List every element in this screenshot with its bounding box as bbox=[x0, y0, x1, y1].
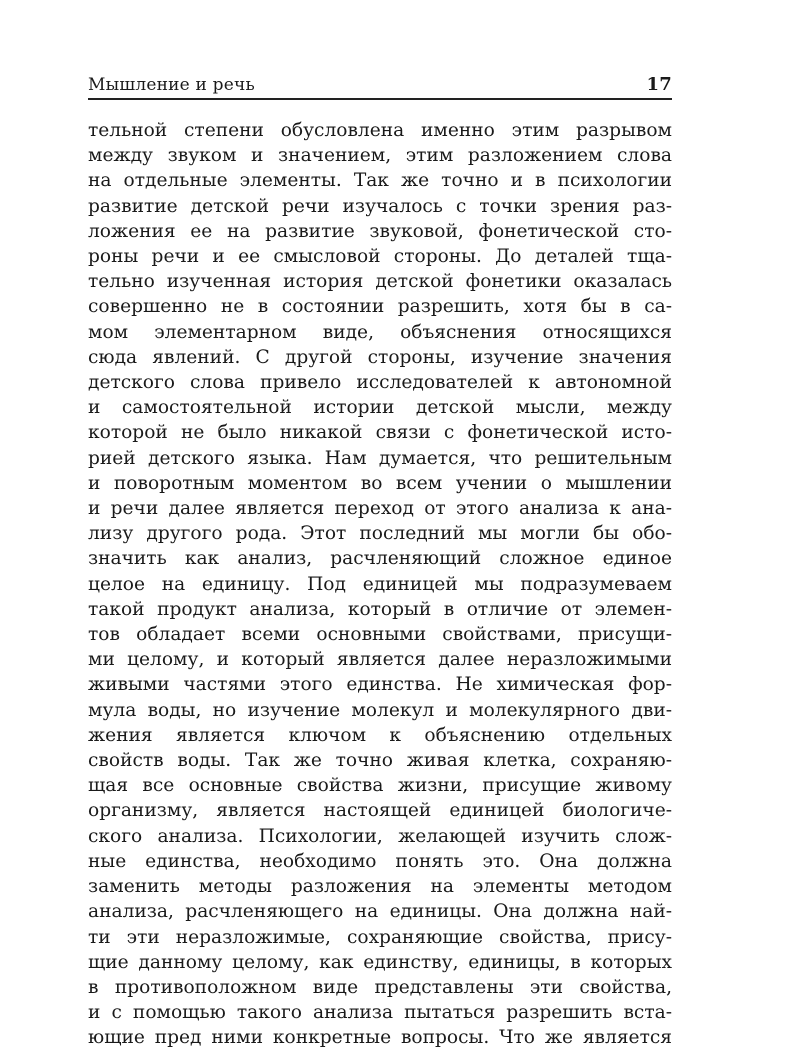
text-line: роны речи и ее смысловой стороны. До деталей тща- bbox=[88, 246, 672, 268]
text-line: щие данному целому, как единству, единицы, в которых bbox=[88, 951, 672, 973]
text-line: анализа, расчленяющего на единицы. Она должна най- bbox=[88, 901, 672, 923]
text-line: между звуком и значением, этим разложением слова bbox=[88, 145, 672, 167]
text-line: живыми частями этого единства. Не химическая фор- bbox=[88, 674, 672, 696]
text-line: мом элементарном виде, объяснения относящихся bbox=[88, 321, 672, 343]
text-line: ложения ее на развитие звуковой, фонетической сто- bbox=[88, 220, 672, 242]
text-line: щая все основные свойства жизни, присущие живому bbox=[88, 775, 672, 797]
text-line: рией детского языка. Нам думается, что решительным bbox=[88, 447, 672, 469]
text-line: и речи далее является переход от этого анализа к ана- bbox=[88, 498, 672, 520]
header-rule bbox=[88, 98, 672, 100]
text-line: тельной степени обусловлена именно этим разрывом bbox=[88, 120, 672, 141]
text-line: мула воды, но изучение молекул и молекулярного дви- bbox=[88, 699, 672, 721]
text-line: и поворотным моментом во всем учении о мышлении bbox=[88, 472, 672, 494]
text-line: на отдельные элементы. Так же точно и в психологии bbox=[88, 170, 672, 192]
text-line: ные единства, необходимо понять это. Она должна bbox=[88, 850, 672, 872]
text-line: значить как анализ, расчленяющий сложное единое bbox=[88, 548, 672, 570]
text-line: ти эти неразложимые, сохраняющие свойства, прису- bbox=[88, 926, 672, 948]
text-line: лизу другого рода. Этот последний мы могли бы обо- bbox=[88, 523, 672, 545]
text-line: ского анализа. Психологии, желающей изучить слож- bbox=[88, 825, 672, 847]
text-line: организму, является настоящей единицей биологиче- bbox=[88, 800, 672, 822]
text-line: тов обладает всеми основными свойствами, присущи- bbox=[88, 624, 672, 646]
text-line: ющие пред ними конкретные вопросы. Что же является bbox=[88, 1027, 672, 1049]
text-line: свойств воды. Так же точно живая клетка, сохраняю- bbox=[88, 750, 672, 772]
running-head-title: Мышление и речь bbox=[88, 75, 255, 95]
body-text bbox=[88, 118, 672, 1051]
text-line: заменить методы разложения на элементы методом bbox=[88, 876, 672, 898]
text-line: сюда явлений. С другой стороны, изучение значения bbox=[88, 346, 672, 368]
running-head bbox=[88, 74, 672, 95]
text-line: жения является ключом к объяснению отдельных bbox=[88, 724, 672, 746]
text-line: совершенно не в состоянии разрешить, хотя бы в са- bbox=[88, 296, 672, 318]
page-number: 17 bbox=[646, 74, 672, 95]
text-line: и с помощью такого анализа пытаться разрешить вста- bbox=[88, 1002, 672, 1024]
text-line: целое на единицу. Под единицей мы подразумеваем bbox=[88, 573, 672, 595]
text-line: детского слова привело исследователей к автономной bbox=[88, 372, 672, 394]
text-line: ми целому, и который является далее неразложимыми bbox=[88, 649, 672, 671]
text-line: развитие детской речи изучалось с точки зрения раз- bbox=[88, 195, 672, 217]
text-line: в противоположном виде представлены эти свойства, bbox=[88, 976, 672, 998]
text-line: которой не было никакой связи с фонетической исто- bbox=[88, 422, 672, 444]
text-line: и самостоятельной истории детской мысли, между bbox=[88, 397, 672, 419]
text-line: такой продукт анализа, который в отличие от элемен- bbox=[88, 598, 672, 620]
text-line: тельно изученная история детской фонетики оказалась bbox=[88, 271, 672, 293]
